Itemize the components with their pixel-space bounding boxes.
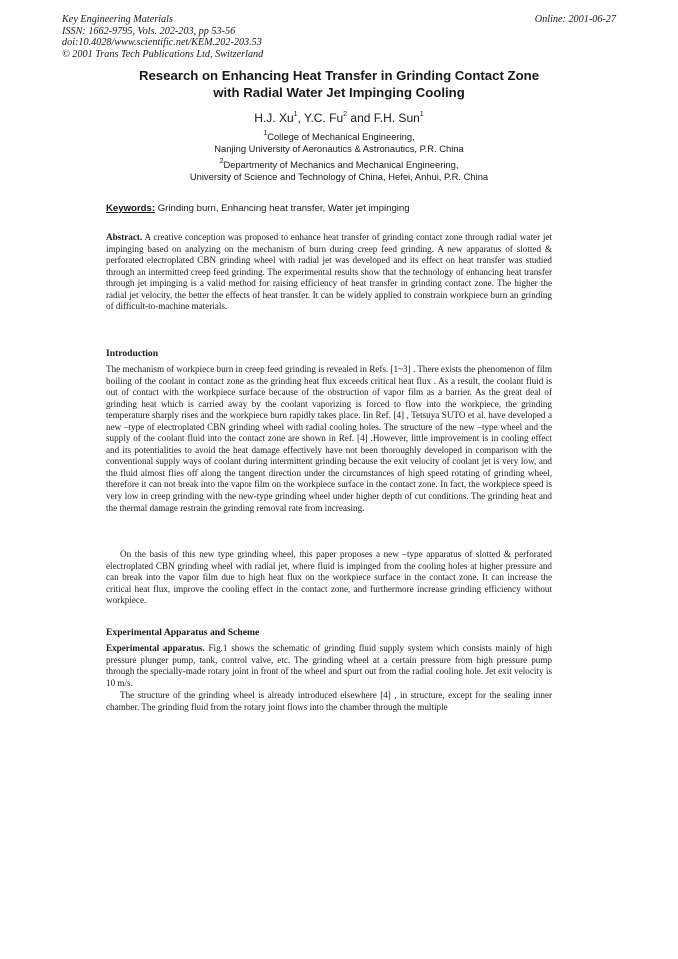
- author-2: Y.C. Fu: [304, 111, 344, 125]
- title-line-1: Research on Enhancing Heat Transfer in Grinding Contact Zone: [138, 68, 540, 83]
- title-line-2: with Radial Water Jet Impinging Cooling: [213, 84, 465, 100]
- author-1-affiliation-mark: 1: [293, 111, 298, 118]
- abstract-text: A creative conception was proposed to enhance heat transfer of grinding contact zone through radial water jet impinging based on analyzing on the mechanism of burn during creep feed grinding. A new apparatus of slotted & perforated electroplated CBN grinding wheel with radial jet was developed and its effect on heat transfer was studied through an intermitted creep feed grinding. The experimental results show that the technology of enhancing heat transfer through jet impinging is a valid method for raising efficiency of heat transfer in grinding contact zone. The higher the radial jet velocity, the better the effects of heat transfer. It can be widely applied to constrain workpiece burn an grinding of difficult-to-machine materials.: [106, 232, 552, 312]
- section-heading-introduction: Introduction: [106, 348, 159, 359]
- affiliation-2-mark: 2: [219, 158, 224, 165]
- journal-metadata: [62, 14, 263, 60]
- doi-line: doi:10.4028/www.scientific.net/KEM.202-203.53: [62, 37, 262, 49]
- affiliation-2-line-1: Departmenty of Mechanics and Mechanical Engineering,: [223, 159, 459, 170]
- author-list: [62, 111, 616, 125]
- issn-line: ISSN: 1662-9795, Vols. 202-203, pp 53-56: [62, 25, 236, 37]
- experimental-paragraph-1-text: Fig.1 shows the schematic of grinding fluid supply system which consists mainly of high pressure plunger pump, tank, control valve, etc. The grinding wheel at a certain pressure from high pressure pump through the specially-made rotary joint in front of the wheel and spurt out from the radial cooling hole. Jet exit velocity is 10 m/s.: [106, 643, 552, 688]
- section-heading-experimental: Experimental Apparatus and Scheme: [106, 627, 260, 638]
- keywords: [106, 203, 410, 215]
- introduction-paragraph-2: On the basis of this new type grinding wheel, this paper proposes a new –type apparatus of slotted & perforated electroplated CBN grinding wheel with radial jet, where fluid is impinged from the cooling holes at higher pressure and can break into the vapor film due to high heat flux on the workpiece surface in the contact zone. It can increase the critical heat flux, improve the cooling effect in the contact zone, and furthermore increase grinding efficiency without workpiece.: [106, 549, 552, 606]
- author-2-affiliation-mark: 2: [343, 111, 348, 118]
- affiliation-2-line-2: University of Science and Technology of China, Hefei, Anhui, P.R. China: [189, 170, 489, 182]
- author-3-affiliation-mark: 1: [419, 111, 424, 118]
- author-3: F.H. Sun: [373, 111, 420, 125]
- author-separator: and: [347, 111, 374, 125]
- paper-title: [62, 68, 616, 101]
- keywords-label: Keywords:: [106, 203, 156, 214]
- keywords-text: Grinding burn, Enhancing heat transfer, Water jet impinging: [155, 203, 410, 214]
- experimental-apparatus-label: Experimental apparatus.: [106, 643, 205, 653]
- introduction-paragraph-1: The mechanism of workpiece burn in creep feed grinding is revealed in Refs. [1~3] . There exists the phenomenon of film boiling of the coolant in contact zone as the grinding heat flux exceeds critical heat flux . As a result, the coolant fluid is out of contact with the workpiece surface because of the obstruction of vapor film as a barrier. As the great deal of grinding heat which is carried away by the coolant vaporizing is forced to flow into the workpiece, the grinding temperature sharply rises and the workpiece burn rapidly takes place. Iin Ref. [4] , Tetsuya SUTO et al. have developed a new –type of electroplated CBN grinding wheel with radial cooling holes. The structure of the new –type wheel and the supply of the coolant fluid into the contact zone are shown in Ref. [4] .However, little improvement is in cooling effect and its potentialities to avoid the heat damage effectively have not been thoroughly developed in comparison with the conventional supply ways of coolant during intermittent grinding because the exit velocity of coolant jet is very low, and the fluid almost flies off along the tangent direction under the circumstances of high speed rotating of grinding wheel, therefore it can not break into the vapor film on the workpiece surface in the contact zone. In fact, the workpiece speed is very low in creep grinding with the new-type grinding wheel under higher depth of cut conditions. The grinding heat and the thermal damage restrain the grinding removal rate from increasing.: [106, 364, 552, 513]
- experimental-paragraph-2: The structure of the grinding wheel is already introduced elsewhere [4] , in structure, except for the sealing inner chamber. The grinding fluid from the rotary joint flows into the chamber through the multiple: [106, 690, 552, 712]
- affiliation-1-line-1: College of Mechanical Engineering,: [267, 131, 415, 142]
- affiliation-1-line-2: Nanjing University of Aeronautics & Astronautics, P.R. China: [214, 142, 464, 154]
- author-separator: ,: [297, 111, 305, 125]
- experimental-paragraph-1: [106, 643, 552, 689]
- affiliation-2: [62, 159, 616, 183]
- affiliation-1-mark: 1: [263, 130, 268, 137]
- online-date: Online: 2001-06-27: [534, 14, 616, 25]
- abstract-label: Abstract.: [106, 232, 143, 242]
- abstract-paragraph: [106, 232, 552, 313]
- journal-name: Key Engineering Materials: [62, 14, 173, 25]
- affiliation-1: [62, 131, 616, 155]
- copyright-line: © 2001 Trans Tech Publications Ltd, Switzerland: [62, 48, 264, 60]
- author-1: H.J. Xu: [254, 111, 294, 125]
